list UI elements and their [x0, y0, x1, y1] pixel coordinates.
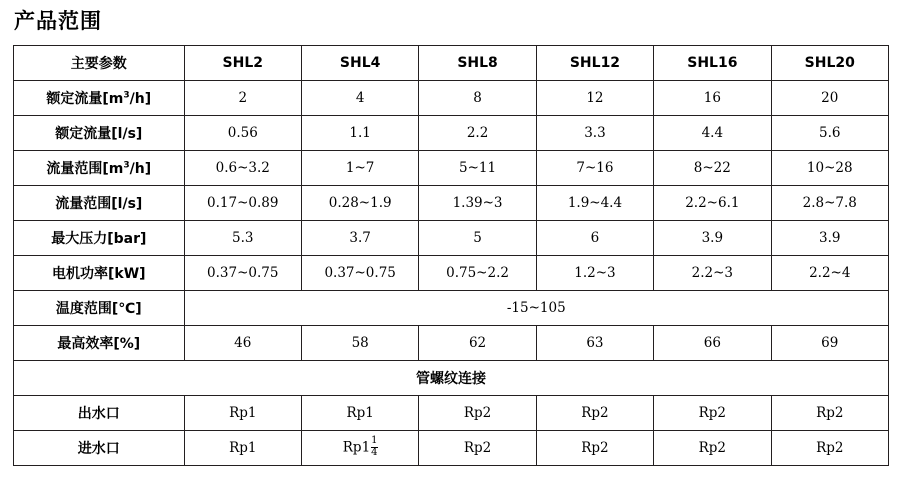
table-row [14, 396, 889, 431]
cell-value: 46 [184, 326, 301, 361]
table-row [14, 291, 889, 326]
cell-value: 2.2~3 [654, 256, 771, 291]
cell-value: 3.7 [301, 221, 418, 256]
cell-value: 0.6~3.2 [184, 151, 301, 186]
cell-value: Rp1 [184, 431, 301, 466]
table-row [14, 186, 889, 221]
cell-value: 5.3 [184, 221, 301, 256]
cell-value: 58 [301, 326, 418, 361]
cell-value: 63 [536, 326, 653, 361]
cell-value: 2.8~7.8 [771, 186, 888, 221]
header-cell-shl20: SHL20 [771, 46, 888, 81]
cell-value: 2.2~4 [771, 256, 888, 291]
cell-value: 2.2~6.1 [654, 186, 771, 221]
cell-value: Rp2 [654, 431, 771, 466]
cell-value: 10~28 [771, 151, 888, 186]
cell-value: Rp2 [536, 431, 653, 466]
cell-value-fraction: Rp1 $\frac{1}{4}$ [301, 431, 418, 466]
row-label-superscript: 3 [123, 160, 130, 171]
cell-value: 3.9 [771, 221, 888, 256]
row-label-rated-flow-ls: 额定流量[l/s] [14, 116, 185, 151]
cell-value: Rp1 [301, 396, 418, 431]
cell-value: Rp2 [419, 396, 536, 431]
cell-value: 16 [654, 81, 771, 116]
cell-value-temperature-range: -15~105 [184, 291, 888, 326]
cell-value: 62 [419, 326, 536, 361]
table-row [14, 116, 889, 151]
row-label-outlet: 出水口 [14, 396, 185, 431]
row-label-text: 额定流量[m [46, 91, 124, 108]
row-label-text-tail: /h] [129, 161, 152, 178]
cell-value: 1.2~3 [536, 256, 653, 291]
cell-value: 0.37~0.75 [301, 256, 418, 291]
cell-value: 69 [771, 326, 888, 361]
cell-value: Rp2 [419, 431, 536, 466]
cell-value: 8 [419, 81, 536, 116]
cell-value: 7~16 [536, 151, 653, 186]
header-cell-shl8: SHL8 [419, 46, 536, 81]
cell-value: 1.1 [301, 116, 418, 151]
row-label-rated-flow-m3h [14, 81, 185, 116]
table-row [14, 81, 889, 116]
row-label-inlet: 进水口 [14, 431, 185, 466]
header-cell-shl2: SHL2 [184, 46, 301, 81]
table-row [14, 151, 889, 186]
cell-value: Rp2 [771, 431, 888, 466]
table-row [14, 256, 889, 291]
cell-value: 8~22 [654, 151, 771, 186]
cell-value: 4.4 [654, 116, 771, 151]
fraction-denominator: 4 [371, 446, 378, 458]
header-cell-shl16: SHL16 [654, 46, 771, 81]
cell-value: 2.2 [419, 116, 536, 151]
cell-value: 2 [184, 81, 301, 116]
cell-value: 1.39~3 [419, 186, 536, 221]
cell-value: 0.75~2.2 [419, 256, 536, 291]
table-header-row [14, 46, 889, 81]
cell-value: 3.3 [536, 116, 653, 151]
cell-value: Rp1 [184, 396, 301, 431]
header-cell-parameter: 主要参数 [14, 46, 185, 81]
row-label-text: 流量范围[m [46, 161, 124, 178]
header-cell-shl4: SHL4 [301, 46, 418, 81]
cell-value: 5 [419, 221, 536, 256]
row-label-max-efficiency: 最高效率[%] [14, 326, 185, 361]
row-label-flow-range-ls: 流量范围[l/s] [14, 186, 185, 221]
row-label-motor-power: 电机功率[kW] [14, 256, 185, 291]
cell-value: 5.6 [771, 116, 888, 151]
row-label-max-pressure: 最大压力[bar] [14, 221, 185, 256]
cell-value: Rp2 [654, 396, 771, 431]
table-row [14, 431, 889, 466]
fraction-numerator: 1 [371, 435, 378, 447]
specification-table [13, 45, 889, 466]
cell-value: 0.56 [184, 116, 301, 151]
cell-value: 1~7 [301, 151, 418, 186]
cell-value: 12 [536, 81, 653, 116]
page-title: 产品范围 [14, 9, 102, 33]
table-row [14, 221, 889, 256]
cell-value: 3.9 [654, 221, 771, 256]
cell-value: 0.17~0.89 [184, 186, 301, 221]
cell-value: 4 [301, 81, 418, 116]
cell-value: 6 [536, 221, 653, 256]
cell-value: 1.9~4.4 [536, 186, 653, 221]
row-label-flow-range-m3h [14, 151, 185, 186]
cell-value: Rp2 [536, 396, 653, 431]
cell-value: 66 [654, 326, 771, 361]
cell-value: Rp2 [771, 396, 888, 431]
section-title-pipe-thread-connection: 管螺纹连接 [14, 361, 889, 396]
row-label-superscript: 3 [123, 90, 130, 101]
fraction-one-quarter [371, 436, 377, 458]
row-label-temperature-range: 温度范围[℃] [14, 291, 185, 326]
cell-value: 20 [771, 81, 888, 116]
table-row [14, 326, 889, 361]
cell-value: 5~11 [419, 151, 536, 186]
cell-value: 0.28~1.9 [301, 186, 418, 221]
cell-value: 0.37~0.75 [184, 256, 301, 291]
table-section-row [14, 361, 889, 396]
row-label-text-tail: /h] [129, 91, 152, 108]
header-cell-shl12: SHL12 [536, 46, 653, 81]
